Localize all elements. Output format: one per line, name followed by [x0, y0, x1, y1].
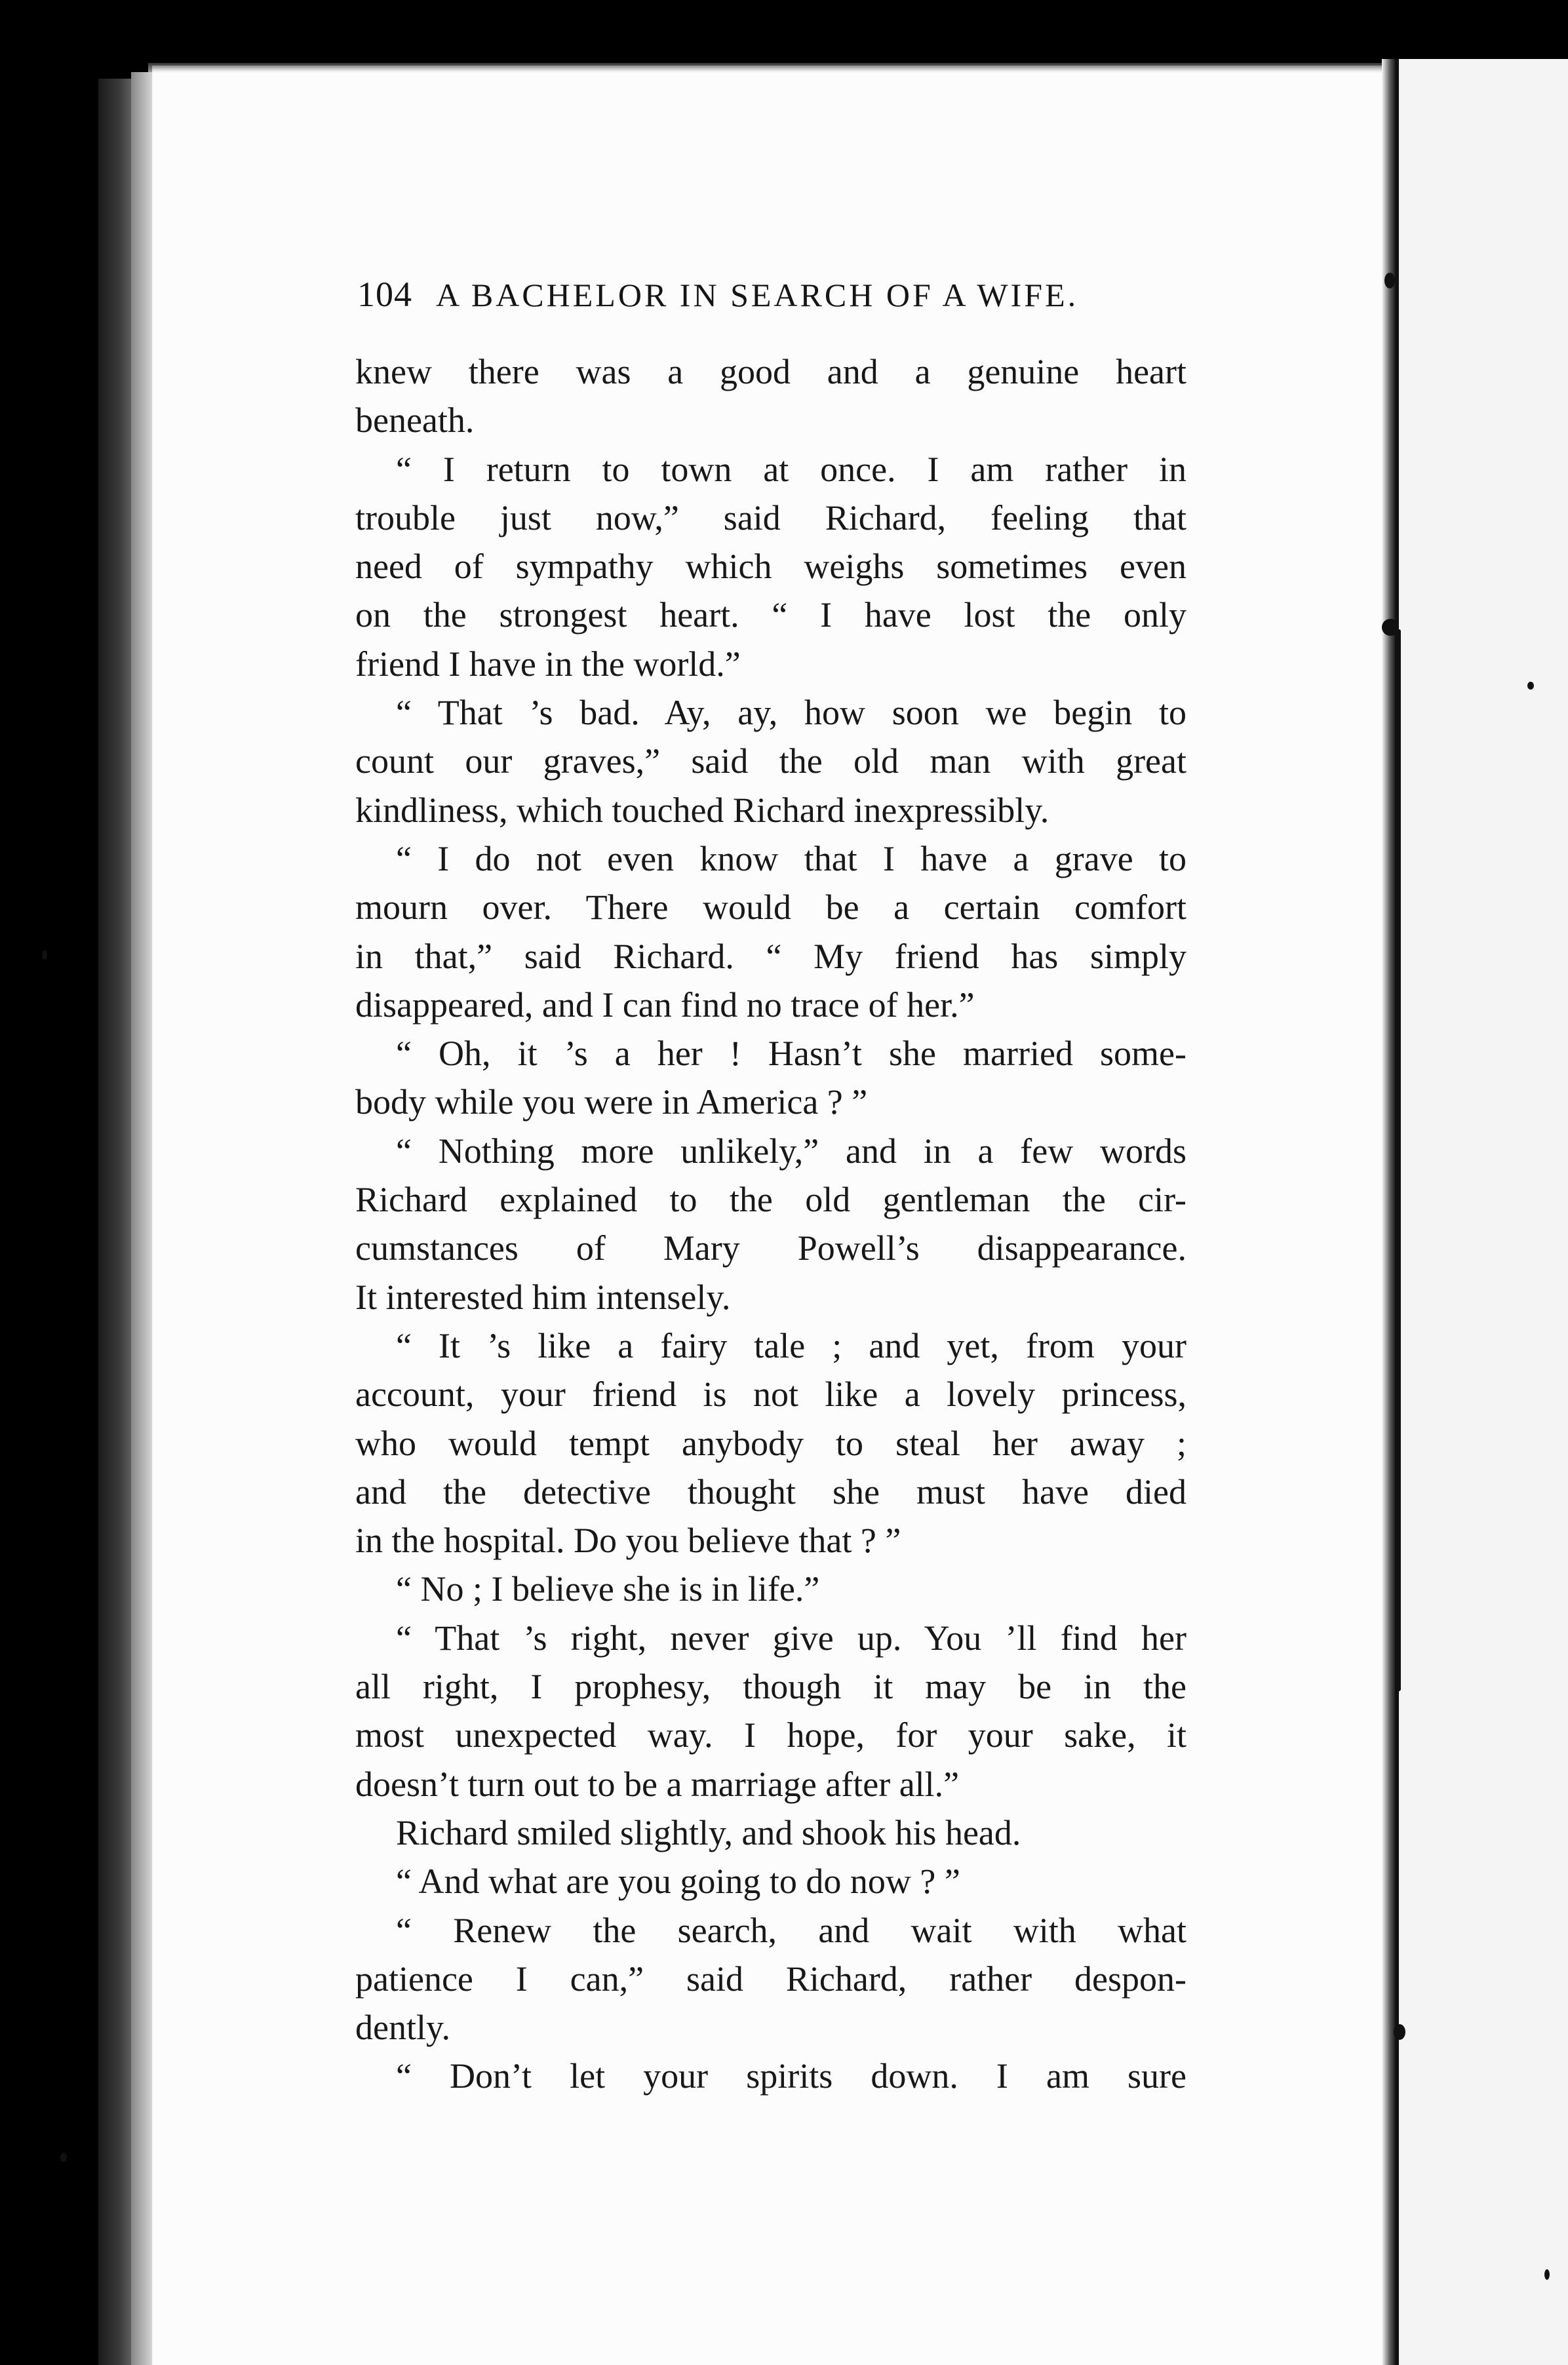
- running-title: A BACHELOR IN SEARCH OF A WIFE.: [436, 277, 1079, 313]
- text-line: body while you were in America ? ”: [355, 1082, 868, 1122]
- page-stack-edge: [131, 72, 155, 2365]
- book-gutter: [1382, 59, 1396, 2365]
- text-line: “ Nothing more unlikely,” and in a few words: [396, 1131, 1186, 1171]
- text-line: doesn’t turn out to be a marriage after all.”: [355, 1764, 960, 1804]
- text-line: Richard smiled slightly, and shook his head.: [396, 1812, 1021, 1852]
- text-line: “ That ’s right, never give up. You ’ll find her: [396, 1618, 1186, 1658]
- text-line: account, your friend is not like a lovely princess,: [355, 1375, 1186, 1415]
- text-line: “ That ’s bad. Ay, ay, how soon we begin to: [396, 693, 1186, 733]
- text-line: need of sympathy which weighs sometimes even: [355, 547, 1186, 587]
- text-line: Richard explained to the old gentleman the cir-: [355, 1180, 1186, 1220]
- facing-page-edge-line: [1396, 629, 1401, 1691]
- facing-page-sliver: [1395, 59, 1568, 2365]
- text-line: in the hospital. Do you believe that ? ”: [355, 1521, 901, 1561]
- text-line: count our graves,” said the old man with great: [355, 741, 1186, 781]
- text-line: patience I can,” said Richard, rather despon-: [355, 1959, 1186, 1999]
- text-line: on the strongest heart. “ I have lost the only: [355, 595, 1186, 635]
- text-line: trouble just now,” said Richard, feeling that: [355, 498, 1186, 538]
- scan-speck: [1382, 619, 1399, 636]
- text-line: beneath.: [355, 401, 475, 440]
- text-line: disappeared, and I can find no trace of her.”: [355, 985, 975, 1025]
- text-line: “ Oh, it ’s a her ! Hasn’t she married some-: [396, 1034, 1186, 1074]
- text-line: “ No ; I believe she is in life.”: [396, 1569, 820, 1609]
- body-text: [355, 347, 1186, 2101]
- text-line: It interested him intensely.: [355, 1277, 731, 1317]
- scan-speck: [1394, 2024, 1405, 2040]
- scan-speck: [1527, 682, 1534, 690]
- scan-speck: [1384, 273, 1395, 288]
- text-line: friend I have in the world.”: [355, 644, 741, 684]
- scan-speck: [42, 950, 47, 960]
- text-line: “ I return to town at once. I am rather in: [396, 449, 1186, 489]
- scan-speck: [1544, 2269, 1550, 2280]
- text-line: “ It ’s like a fairy tale ; and yet, from your: [396, 1325, 1186, 1365]
- text-line: “ I do not even know that I have a grave to: [396, 838, 1186, 878]
- text-line: who would tempt anybody to steal her away ;: [355, 1423, 1186, 1463]
- running-head: [357, 274, 1177, 315]
- text-line: “ Don’t let your spirits down. I am sure: [396, 2056, 1186, 2096]
- text-line: and the detective thought she must have died: [355, 1472, 1186, 1512]
- page-number: 104: [357, 275, 412, 314]
- text-line: kindliness, which touched Richard inexpressibly.: [355, 790, 1049, 830]
- text-line: dently.: [355, 2008, 450, 2048]
- text-line: all right, I prophesy, though it may be in the: [355, 1667, 1186, 1707]
- text-line: cumstances of Mary Powell’s disappearance.: [355, 1228, 1186, 1268]
- text-line: “ And what are you going to do now ? ”: [396, 1862, 960, 1902]
- text-line: mourn over. There would be a certain comfort: [355, 888, 1186, 928]
- text-line: most unexpected way. I hope, for your sake, it: [355, 1715, 1186, 1755]
- scan-speck: [60, 2153, 67, 2162]
- text-line: in that,” said Richard. “ My friend has simply: [355, 936, 1186, 976]
- text-line: “ Renew the search, and wait with what: [396, 1910, 1186, 1950]
- text-line: knew there was a good and a genuine heart: [355, 352, 1186, 391]
